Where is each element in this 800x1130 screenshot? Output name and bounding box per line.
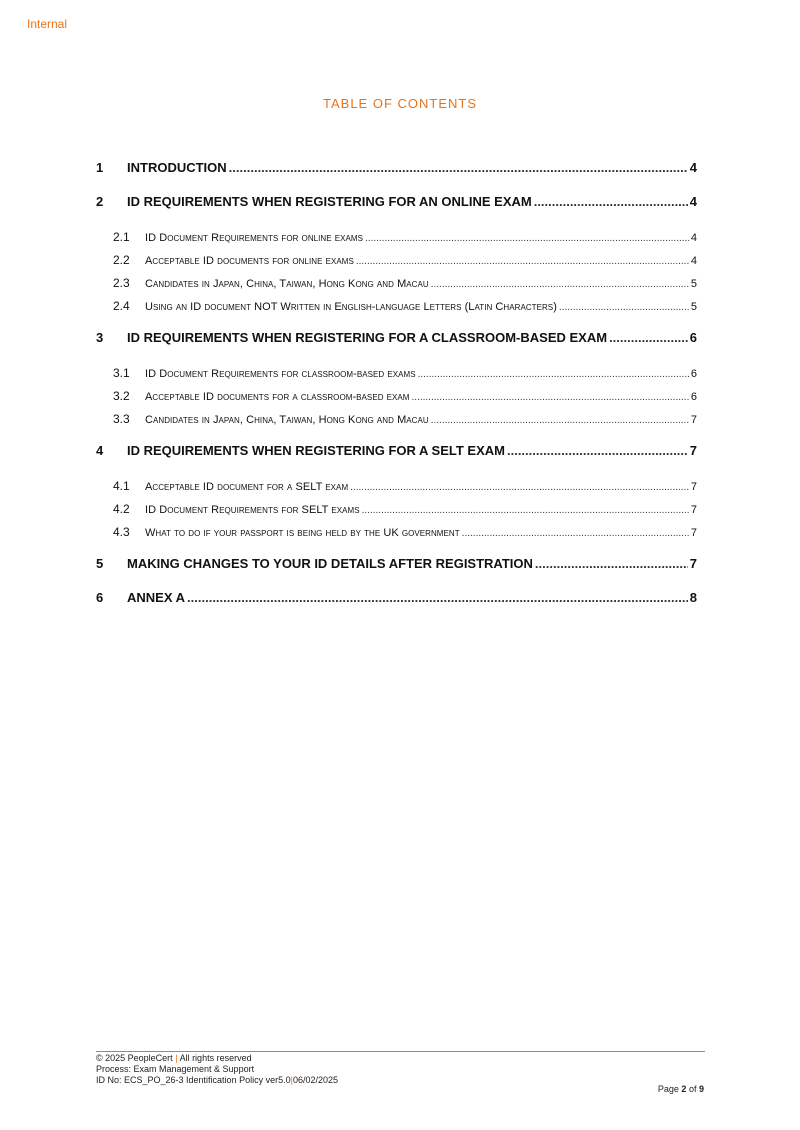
entry-title: ID Document Requirements for classroom-based exams	[145, 368, 416, 380]
entry-number: 2	[96, 194, 104, 209]
entry-number: 2.2	[113, 253, 130, 267]
entry-number: 4.2	[113, 502, 130, 516]
toc-subsection-entry[interactable]	[96, 389, 697, 404]
entry-title: INTRODUCTION	[127, 160, 227, 175]
entry-number: 5	[96, 556, 104, 571]
dot-leader	[431, 279, 689, 290]
entry-number: 6	[96, 590, 104, 605]
entry-number: 3.2	[113, 389, 130, 403]
page-number	[658, 1084, 704, 1094]
dot-leader	[350, 482, 689, 493]
footer-copyright-line	[96, 1053, 338, 1064]
dot-leader	[462, 528, 689, 539]
entry-title: Candidates in Japan, China, Taiwan, Hong Kong and Macau	[145, 414, 429, 426]
footer-separator: |	[290, 1075, 293, 1085]
toc-section-entry[interactable]	[96, 556, 697, 574]
entry-number: 3.3	[113, 412, 130, 426]
entry-number: 2.4	[113, 299, 130, 313]
dot-leader	[431, 415, 689, 426]
entry-page: 6	[690, 391, 697, 403]
dot-leader	[507, 443, 688, 458]
toc-subsection-entry[interactable]	[96, 525, 697, 540]
dot-leader	[229, 160, 688, 175]
entry-title: ANNEX A	[127, 590, 186, 605]
dot-leader	[418, 369, 689, 380]
dot-leader	[609, 330, 688, 345]
page-of: of	[688, 1084, 697, 1094]
entry-title: Acceptable ID documents for online exams	[145, 255, 354, 267]
footer-id-no: ID No: ECS_PO_26-3 Identification Policy ver5.0	[96, 1075, 291, 1085]
entry-title: ID Document Requirements for SELT exams	[145, 504, 360, 516]
entry-page: 5	[690, 301, 697, 313]
entry-page: 7	[689, 443, 697, 458]
dot-leader	[187, 590, 688, 605]
entry-title: Using an ID document NOT Written in English-language Letters (Latin Characters)	[145, 301, 557, 313]
entry-number: 1	[96, 160, 104, 175]
entry-page: 4	[689, 160, 697, 175]
toc-subsection-entry[interactable]	[96, 299, 697, 314]
entry-page: 7	[690, 481, 697, 493]
dot-leader	[535, 556, 688, 571]
footer-process: Process: Exam Management & Support	[96, 1064, 255, 1074]
entry-page: 7	[690, 504, 697, 516]
entry-title: Acceptable ID document for a SELT exam	[145, 481, 349, 493]
toc-subsection-entry[interactable]	[96, 366, 697, 381]
toc-section-entry[interactable]	[96, 160, 697, 178]
page-label: Page	[657, 1084, 679, 1094]
entry-page: 4	[690, 255, 697, 267]
footer-date: 06/02/2025	[292, 1075, 338, 1085]
entry-number: 2.3	[113, 276, 130, 290]
dot-leader	[362, 505, 689, 516]
entry-number: 4.3	[113, 525, 130, 539]
toc-section-entry[interactable]	[96, 194, 697, 212]
table-of-contents	[96, 160, 697, 608]
entry-number: 4	[96, 443, 104, 458]
dot-leader	[365, 233, 689, 244]
footer-id-line	[96, 1075, 338, 1086]
dot-leader	[356, 256, 689, 267]
entry-page: 7	[690, 414, 697, 426]
entry-number: 3	[96, 330, 104, 345]
entry-title: ID REQUIREMENTS WHEN REGISTERING FOR AN ONLINE EXAM	[127, 194, 532, 209]
entry-number: 3.1	[113, 366, 130, 380]
entry-title: Acceptable ID documents for a classroom-based exam	[145, 391, 410, 403]
toc-title: TABLE OF CONTENTS	[323, 96, 477, 111]
toc-subsection-entry[interactable]	[96, 479, 697, 494]
entry-title: ID Document Requirements for online exams	[145, 232, 364, 244]
footer	[96, 1053, 338, 1086]
footer-copyright: © 2025 PeopleCert	[96, 1053, 173, 1063]
dot-leader	[412, 392, 689, 403]
entry-page: 4	[689, 194, 697, 209]
footer-separator: |	[175, 1053, 178, 1063]
entry-page: 7	[690, 527, 697, 539]
entry-page: 5	[690, 278, 697, 290]
dot-leader	[534, 194, 688, 209]
entry-title: ID REQUIREMENTS WHEN REGISTERING FOR A SELT EXAM	[127, 443, 505, 458]
toc-section-entry[interactable]	[96, 330, 697, 348]
toc-subsection-entry[interactable]	[96, 502, 697, 517]
dot-leader	[559, 302, 689, 313]
entry-title: MAKING CHANGES TO YOUR ID DETAILS AFTER REGISTRATION	[127, 556, 533, 571]
page-total: 9	[698, 1084, 704, 1094]
footer-rights: All rights reserved	[179, 1053, 252, 1063]
entry-page: 7	[689, 556, 697, 571]
entry-title: Candidates in Japan, China, Taiwan, Hong Kong and Macau	[145, 278, 429, 290]
classification-label: Internal	[27, 17, 68, 31]
entry-page: 6	[690, 368, 697, 380]
entry-title: What to do if your passport is being held by the UK government	[145, 527, 460, 539]
entry-page: 4	[690, 232, 697, 244]
toc-subsection-entry[interactable]	[96, 253, 697, 268]
toc-subsection-entry[interactable]	[96, 276, 697, 291]
entry-title: ID REQUIREMENTS WHEN REGISTERING FOR A CLASSROOM-BASED EXAM	[127, 330, 608, 345]
toc-section-entry[interactable]	[96, 443, 697, 461]
entry-number: 2.1	[113, 230, 130, 244]
toc-subsection-entry[interactable]	[96, 230, 697, 245]
footer-divider	[96, 1051, 705, 1052]
entry-page: 8	[689, 590, 697, 605]
toc-subsection-entry[interactable]	[96, 412, 697, 427]
toc-section-entry[interactable]	[96, 590, 697, 608]
page-current: 2	[681, 1084, 687, 1094]
entry-page: 6	[689, 330, 697, 345]
entry-number: 4.1	[113, 479, 130, 493]
